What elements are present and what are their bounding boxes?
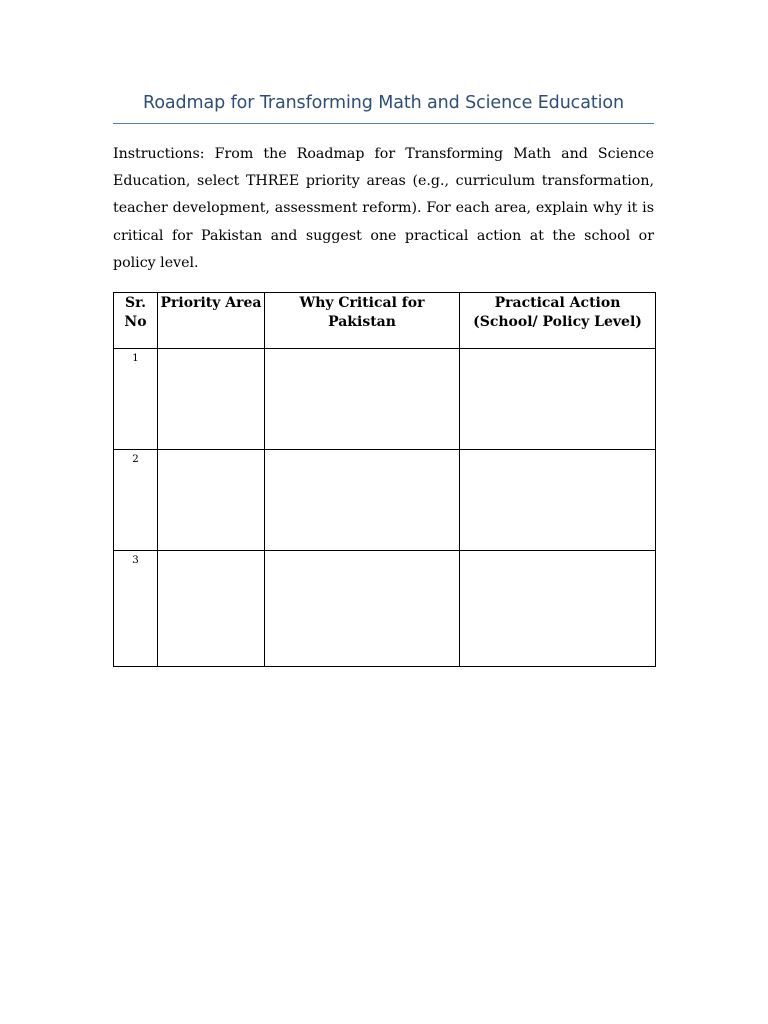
practical-action-cell[interactable] — [460, 450, 656, 551]
document-title: Roadmap for Transforming Math and Science Education — [143, 93, 624, 113]
header-sr-no: Sr. No — [114, 293, 158, 349]
table-row — [114, 450, 656, 551]
table-row — [114, 349, 656, 450]
table-row — [114, 551, 656, 667]
instructions-paragraph: Instructions: From the Roadmap for Transforming Math and Science Education, select THREE priority areas (e.g., curriculum transformation, teacher development, assessment reform). For each area, explain why it is critical for Pakistan and suggest one practical action at the school or policy level. — [113, 146, 654, 271]
priority-area-cell[interactable] — [158, 450, 265, 551]
why-critical-cell[interactable] — [265, 349, 460, 450]
header-priority-area: Priority Area — [158, 293, 265, 349]
why-critical-cell[interactable] — [265, 551, 460, 667]
row-number: 3 — [114, 551, 158, 667]
why-critical-cell[interactable] — [265, 450, 460, 551]
table-header-row — [114, 293, 656, 349]
priority-areas-table — [113, 292, 656, 667]
header-practical-action: Practical Action (School/ Policy Level) — [460, 293, 656, 349]
row-number: 1 — [114, 349, 158, 450]
practical-action-cell[interactable] — [460, 551, 656, 667]
practical-action-cell[interactable] — [460, 349, 656, 450]
header-why-critical: Why Critical for Pakistan — [265, 293, 460, 349]
priority-area-cell[interactable] — [158, 551, 265, 667]
priority-area-cell[interactable] — [158, 349, 265, 450]
title-underline — [113, 123, 654, 124]
row-number: 2 — [114, 450, 158, 551]
